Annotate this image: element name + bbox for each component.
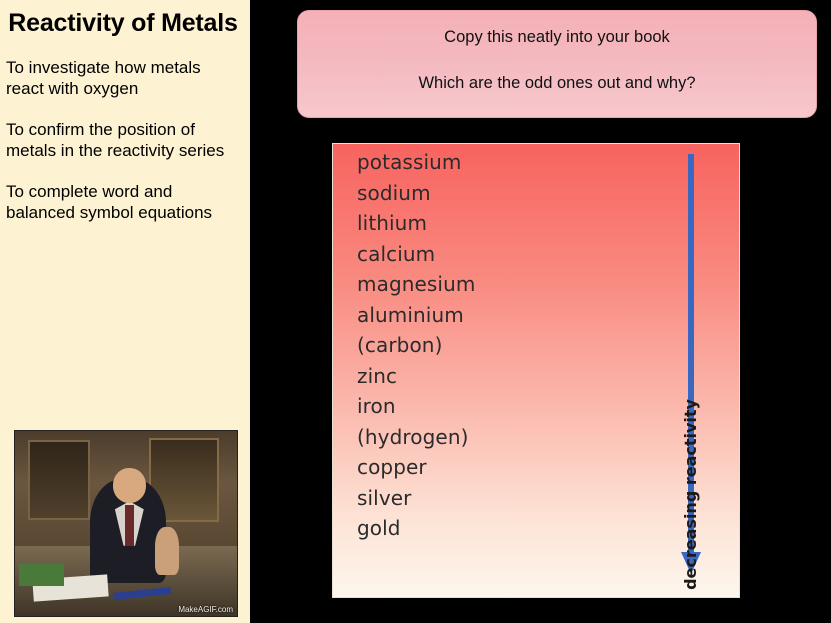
page-title: Reactivity of Metals	[8, 9, 238, 37]
green-book	[19, 564, 63, 586]
instruction-line-2: Which are the odd ones out and why?	[418, 73, 696, 92]
image-watermark: MakeAGIF.com	[178, 605, 233, 614]
objective-1: To investigate how metals react with oxygen	[6, 57, 201, 98]
objective-2: To confirm the position of metals in the reactivity series	[6, 119, 225, 160]
list-item: (carbon)	[357, 333, 443, 357]
left-panel	[0, 0, 250, 623]
instruction-box	[297, 10, 817, 118]
arrow-label: decreasing reactivity	[681, 399, 700, 590]
list-item: copper	[357, 455, 427, 479]
list-item: silver	[357, 485, 412, 510]
list-item: zinc	[357, 363, 398, 388]
list-item: (hydrogen)	[357, 424, 469, 449]
list-item: iron	[357, 394, 396, 418]
person-tie	[125, 505, 134, 546]
reactivity-series-diagram	[332, 143, 740, 598]
toy-figure	[155, 527, 179, 575]
list-item: aluminium	[357, 302, 464, 327]
list-item: calcium	[357, 241, 436, 266]
list-item: sodium	[357, 180, 431, 205]
list-item: gold	[357, 516, 401, 540]
list-item: magnesium	[357, 272, 476, 296]
classroom-animation-image	[14, 430, 238, 617]
list-item: lithium	[357, 211, 428, 235]
objective-3: To complete word and balanced symbol equations	[6, 181, 213, 222]
instruction-line-1: Copy this neatly into your book	[444, 28, 670, 46]
person-head	[113, 468, 146, 503]
list-item: potassium	[357, 150, 462, 174]
